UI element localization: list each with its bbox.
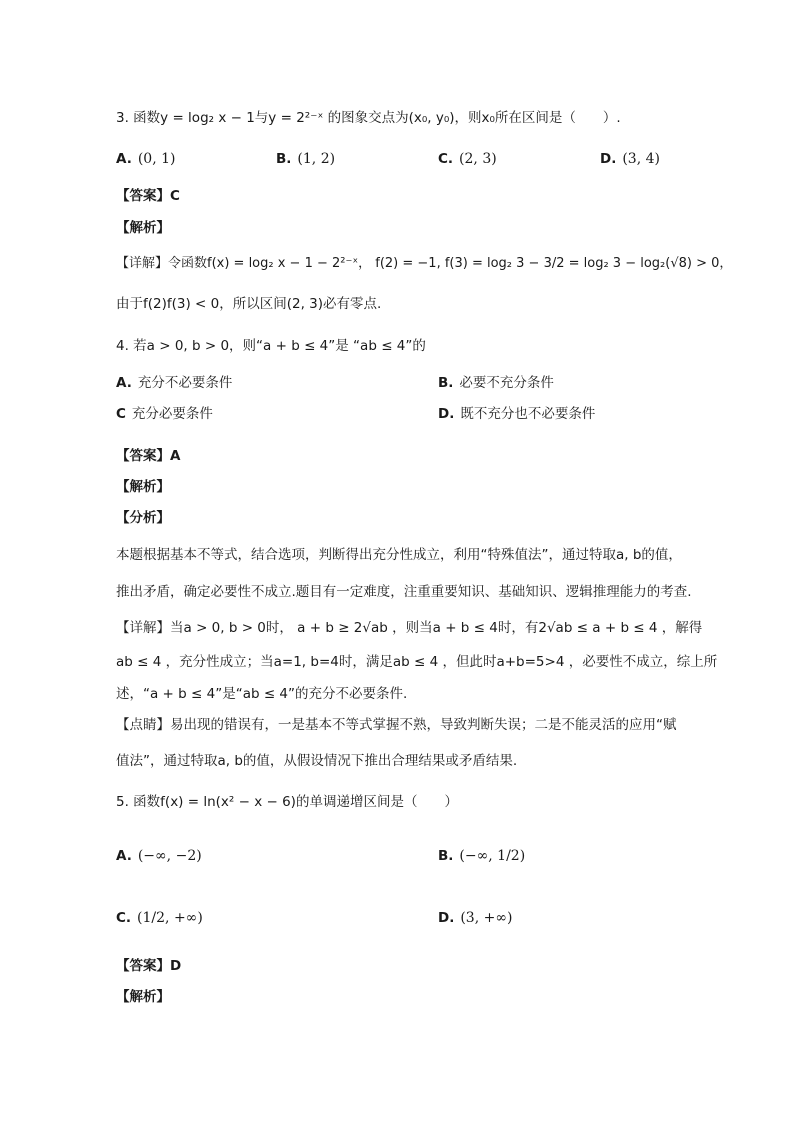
q4-stem: 4. 若a > 0, b > 0，则“a + b ≤ 4”是 “ab ≤ 4”的 (116, 338, 426, 354)
q4-fenxi-1: 本题根据基本不等式，结合选项，判断得出充分性成立，利用“特殊值法”，通过特取a, b的值， (116, 547, 682, 563)
q3-detail-2: 由于f(2)f(3) < 0，所以区间(2, 3)必有零点. (116, 296, 382, 312)
q4-detail-2: ab ≤ 4 ，充分性成立；当a=1, b=4时，满足ab ≤ 4 ，但此时a+b=5>4 ，必要性不成立，综上所 (116, 654, 718, 670)
q5-option-c: C. (1/2, +∞) (116, 910, 203, 926)
q5-analysis-title: 【解析】 (116, 989, 170, 1005)
q4-option-b: B. 必要不充分条件 (438, 375, 554, 391)
q3-option-a: A. (0, 1) (116, 151, 176, 167)
q4-fenxi-title: 【分析】 (116, 510, 170, 526)
q4-option-d: D. 既不充分也不必要条件 (438, 406, 596, 422)
q4-dianjing-2: 值法”，通过特取a, b的值，从假设情况下推出合理结果或矛盾结果. (116, 753, 518, 769)
q3-option-b: B. (1, 2) (276, 151, 336, 167)
q4-answer: 【答案】A (116, 448, 181, 464)
q3-analysis-title: 【解析】 (116, 220, 170, 236)
q5-answer: 【答案】D (116, 958, 182, 974)
q5-stem: 5. 函数f(x) = ln(x² − x − 6)的单调递增区间是（ ） (116, 794, 458, 810)
q3-option-c: C. (2, 3) (438, 151, 497, 167)
q4-dianjing-1: 【点睛】易出现的错误有，一是基本不等式掌握不熟，导致判断失误；二是不能灵活的应用“赋 (116, 717, 677, 733)
q5-option-b: B. (−∞, 1/2) (438, 848, 526, 864)
q3-detail: 【详解】令函数f(x) = log₂ x − 1 − 2²⁻ˣ， f(2) = −1, f(3) = log₂ 3 − 3/2 = log₂ 3 − log₂(√8) > 0， (116, 256, 733, 271)
q3-option-d: D. (3, 4) (600, 151, 660, 167)
q4-option-c: C 充分必要条件 (116, 406, 213, 422)
q4-detail-1: 【详解】当a > 0, b > 0时， a + b ≥ 2√ab ，则当a + b ≤ 4时，有2√ab ≤ a + b ≤ 4 ，解得 (116, 620, 703, 636)
q4-analysis-title: 【解析】 (116, 479, 170, 495)
q5-option-a: A. (−∞, −2) (116, 848, 202, 864)
q3-stem: 3. 函数y = log₂ x − 1与y = 2²⁻ˣ 的图象交点为(x₀, y₀)，则x₀所在区间是（ ）. (116, 110, 621, 126)
q5-option-d: D. (3, +∞) (438, 910, 513, 926)
q4-fenxi-2: 推出矛盾，确定必要性不成立.题目有一定难度，注重重要知识、基础知识、逻辑推理能力的考查. (116, 584, 692, 600)
q4-option-a: A. 充分不必要条件 (116, 375, 233, 391)
q3-answer: 【答案】C (116, 188, 180, 204)
q4-detail-3: 述，“a + b ≤ 4”是“ab ≤ 4”的充分不必要条件. (116, 686, 408, 702)
